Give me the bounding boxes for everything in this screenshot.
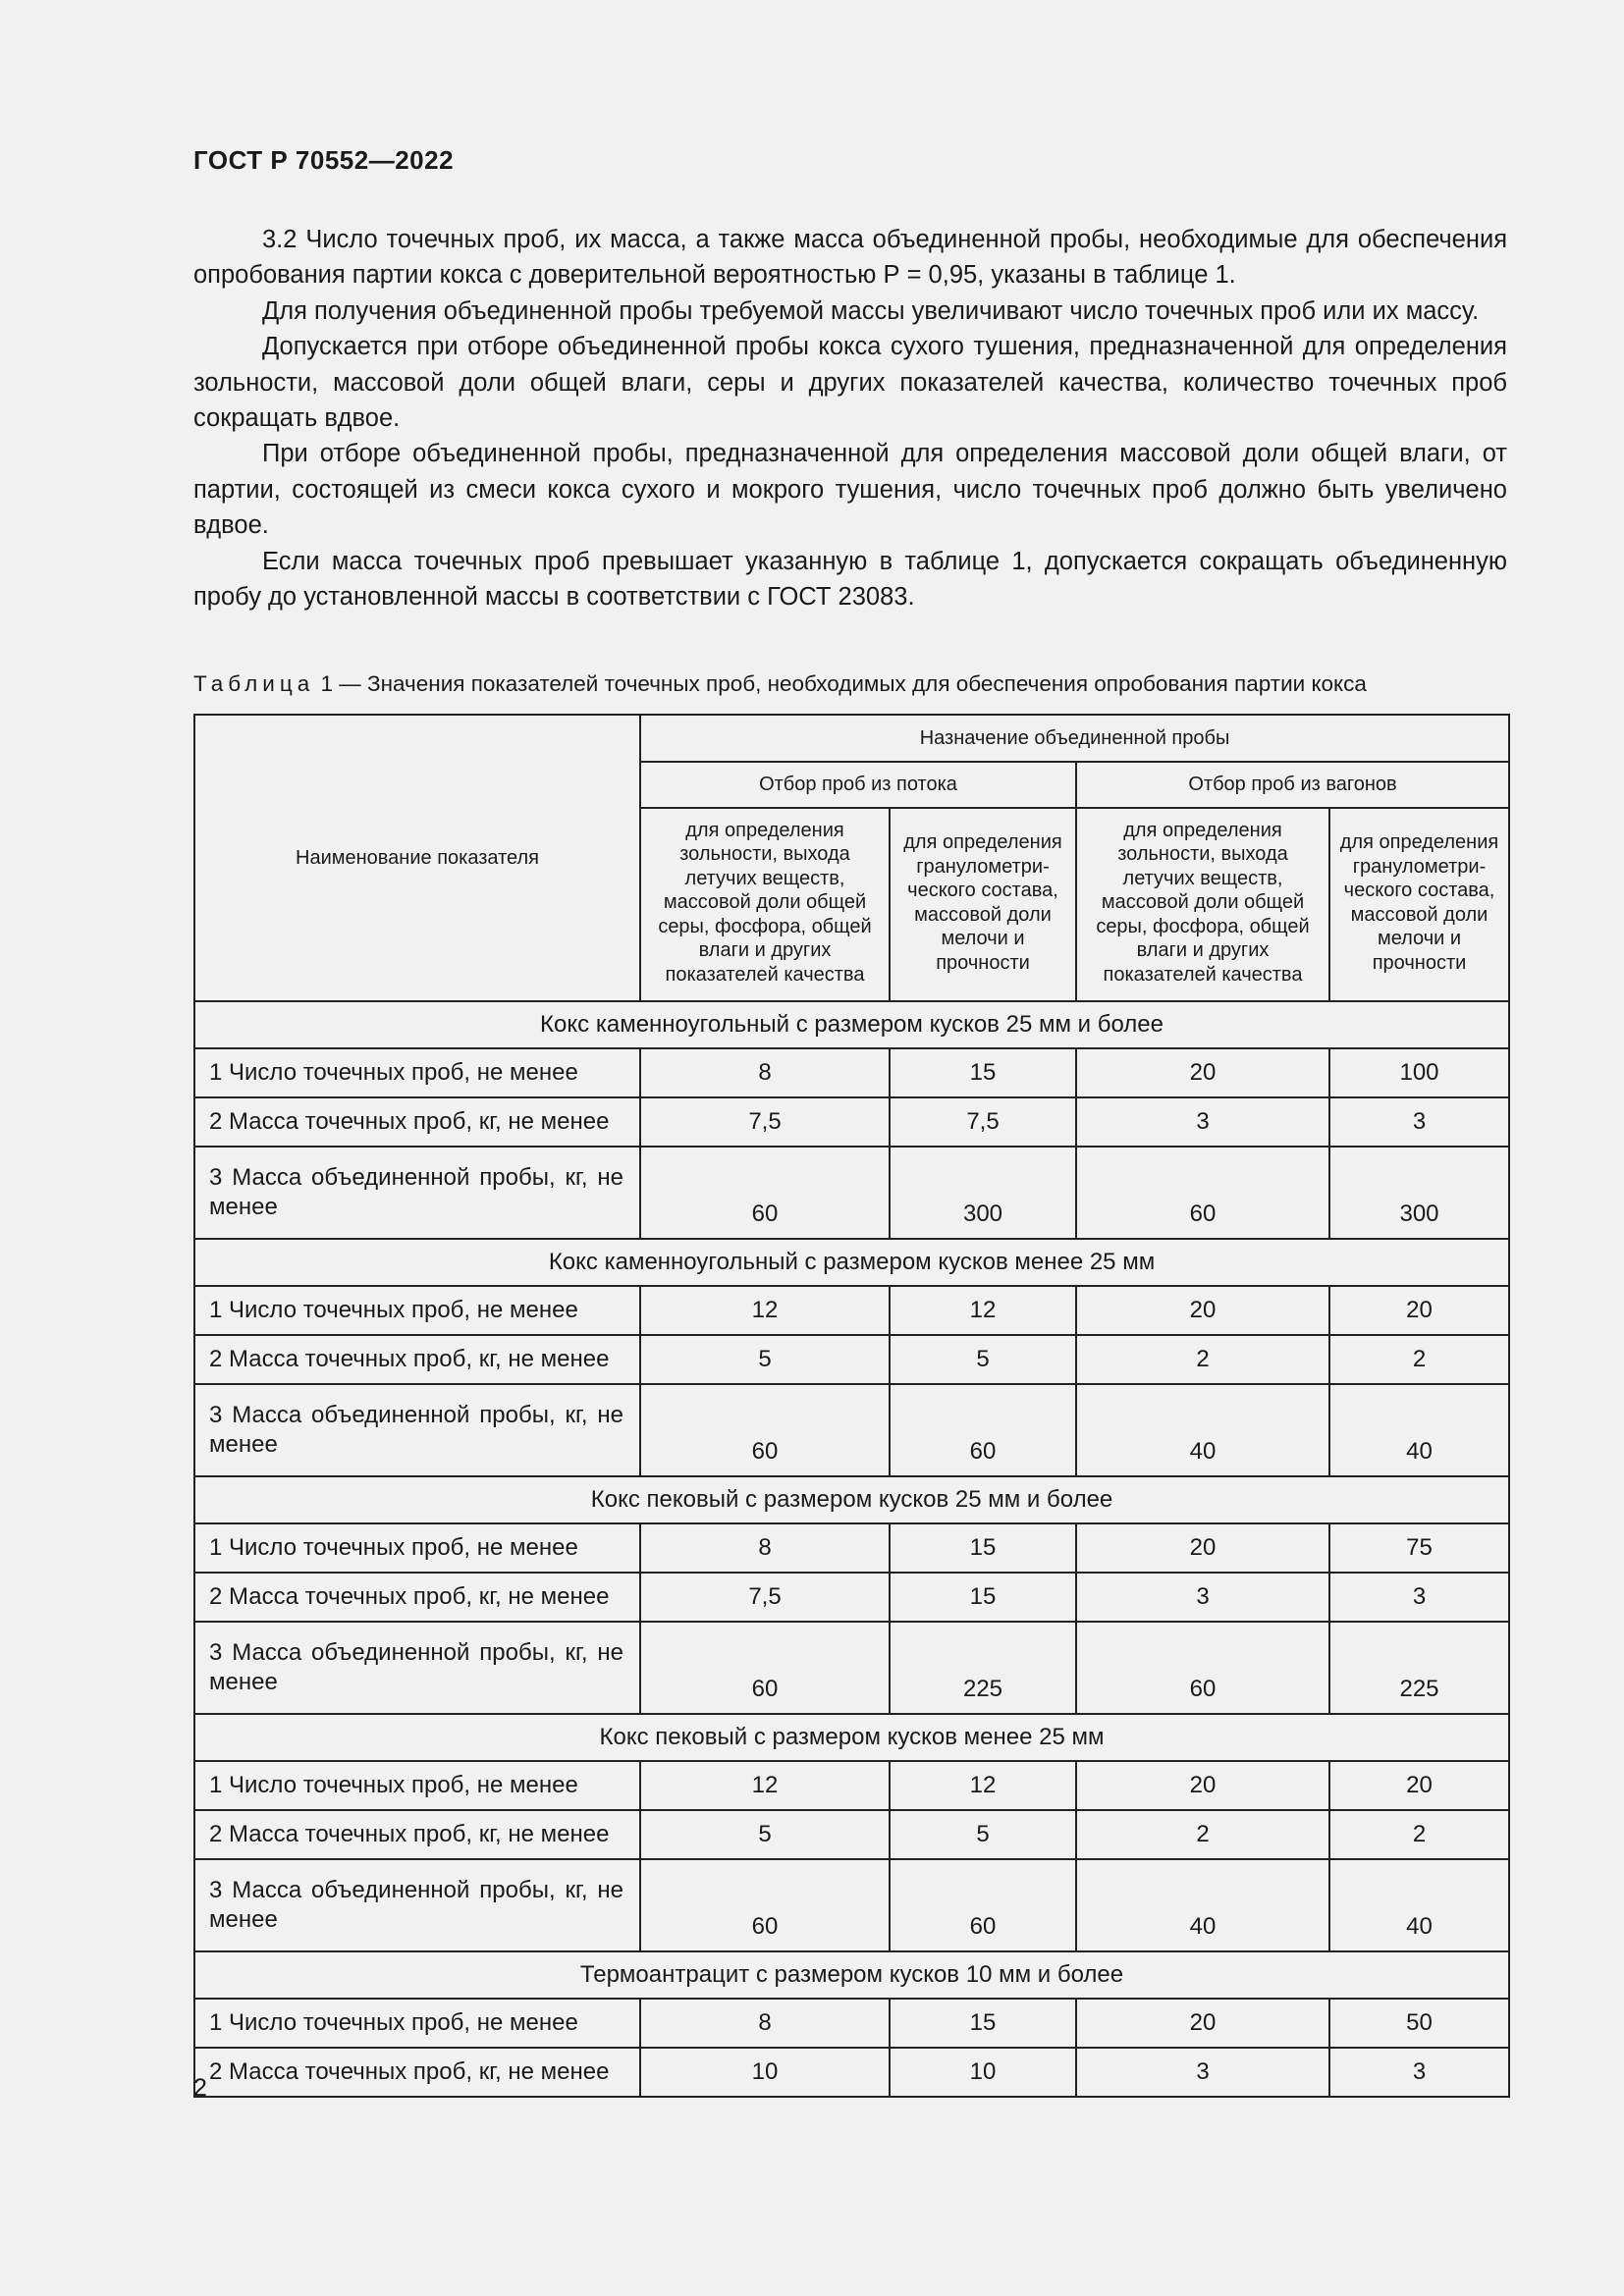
header-wagons: Отбор проб из вагонов xyxy=(1076,762,1509,808)
table-row xyxy=(194,1622,1509,1714)
table-row xyxy=(194,1097,1509,1147)
row-label: 2 Масса точечных проб, кг, не менее xyxy=(194,1573,640,1622)
row-label: 1 Число точечных проб, не менее xyxy=(194,1048,640,1097)
value-cell: 15 xyxy=(890,1573,1076,1622)
table-caption-word: Таблица xyxy=(193,671,315,696)
value-cell: 12 xyxy=(890,1286,1076,1335)
row-label: 1 Число точечных проб, не менее xyxy=(194,1286,640,1335)
table-row xyxy=(194,1048,1509,1097)
paragraph: Для получения объединенной пробы требуемой массы увеличивают число точечных проб или их массу. xyxy=(262,296,1480,325)
table-row xyxy=(194,1523,1509,1573)
body-text xyxy=(193,222,1507,614)
row-label: 3 Масса объединенной пробы, кг, не менее xyxy=(194,1622,640,1714)
row-label: 2 Масса точечных проб, кг, не менее xyxy=(194,2048,640,2097)
value-cell: 40 xyxy=(1076,1384,1329,1476)
value-cell: 75 xyxy=(1329,1523,1509,1573)
value-cell: 10 xyxy=(890,2048,1076,2097)
header-purpose: Назначение объединенной пробы xyxy=(640,715,1509,762)
paragraph: Если масса точечных проб превышает указанную в таблице 1, допускается сокращать объединенную пробу до установленной массы в соответствии с ГОСТ 23083. xyxy=(193,547,1507,612)
value-cell: 8 xyxy=(640,1523,890,1573)
row-label: 2 Масса точечных проб, кг, не менее xyxy=(194,1335,640,1384)
value-cell: 2 xyxy=(1076,1810,1329,1859)
header-stream-granulometry: для определения гранулометри-ческого состава, массовой доли мелочи и прочности xyxy=(890,808,1076,1001)
section-title: Кокс пековый с размером кусков 25 мм и более xyxy=(194,1476,1509,1523)
value-cell: 5 xyxy=(890,1810,1076,1859)
value-cell: 60 xyxy=(640,1384,890,1476)
row-label: 2 Масса точечных проб, кг, не менее xyxy=(194,1810,640,1859)
table-row xyxy=(194,1999,1509,2048)
value-cell: 40 xyxy=(1076,1859,1329,1951)
value-cell: 3 xyxy=(1329,1573,1509,1622)
value-cell: 2 xyxy=(1329,1335,1509,1384)
value-cell: 20 xyxy=(1076,1523,1329,1573)
row-label: 1 Число точечных проб, не менее xyxy=(194,1523,640,1573)
value-cell: 3 xyxy=(1076,1097,1329,1147)
value-cell: 300 xyxy=(1329,1147,1509,1239)
row-label: 3 Масса объединенной пробы, кг, не менее xyxy=(194,1147,640,1239)
value-cell: 2 xyxy=(1329,1810,1509,1859)
row-label: 3 Масса объединенной пробы, кг, не менее xyxy=(194,1384,640,1476)
paragraph: Допускается при отборе объединенной пробы кокса сухого тушения, предназначенной для определения зольности, массовой доли общей влаги, серы и других показателей качества, количество точечных проб сокращать вдвое. xyxy=(193,333,1507,433)
section-title: Кокс каменноугольный с размером кусков 25 мм и более xyxy=(194,1001,1509,1048)
value-cell: 3 xyxy=(1329,1097,1509,1147)
table-row xyxy=(194,1384,1509,1476)
value-cell: 60 xyxy=(1076,1147,1329,1239)
paragraph: При отборе объединенной пробы, предназначенной для определения массовой доли общей влаги, от партии, состоящей из смеси кокса сухого и мокрого тушения, число точечных проб должно быть увеличено вдвое. xyxy=(193,440,1507,540)
table-row xyxy=(194,1147,1509,1239)
value-cell: 7,5 xyxy=(640,1097,890,1147)
row-label: 1 Число точечных проб, не менее xyxy=(194,1761,640,1810)
section-title: Кокс пековый с размером кусков менее 25 мм xyxy=(194,1714,1509,1761)
value-cell: 60 xyxy=(640,1859,890,1951)
value-cell: 3 xyxy=(1329,2048,1509,2097)
value-cell: 8 xyxy=(640,1999,890,2048)
header-stream-ash: для определения зольности, выхода летучих веществ, массовой доли общей серы, фосфора, общей влаги и других показателей качества xyxy=(640,808,890,1001)
value-cell: 12 xyxy=(890,1761,1076,1810)
value-cell: 300 xyxy=(890,1147,1076,1239)
table-row xyxy=(194,1286,1509,1335)
value-cell: 8 xyxy=(640,1048,890,1097)
value-cell: 10 xyxy=(640,2048,890,2097)
sampling-table xyxy=(193,714,1510,2098)
value-cell: 100 xyxy=(1329,1048,1509,1097)
table-row xyxy=(194,1573,1509,1622)
table-row xyxy=(194,2048,1509,2097)
value-cell: 50 xyxy=(1329,1999,1509,2048)
value-cell: 5 xyxy=(640,1335,890,1384)
value-cell: 40 xyxy=(1329,1859,1509,1951)
value-cell: 60 xyxy=(890,1859,1076,1951)
row-label: 1 Число точечных проб, не менее xyxy=(194,1999,640,2048)
header-wagons-granulometry: для определения гранулометри-ческого состава, массовой доли мелочи и прочности xyxy=(1329,808,1509,1001)
value-cell: 5 xyxy=(890,1335,1076,1384)
table-caption-text: 1 — Значения показателей точечных проб, необходимых для обеспечения опробования партии кокса xyxy=(320,671,1367,696)
section-title: Кокс каменноугольный с размером кусков менее 25 мм xyxy=(194,1239,1509,1286)
table-row xyxy=(194,1335,1509,1384)
row-label: 2 Масса точечных проб, кг, не менее xyxy=(194,1097,640,1147)
value-cell: 225 xyxy=(890,1622,1076,1714)
value-cell: 60 xyxy=(1076,1622,1329,1714)
table-body xyxy=(194,1001,1509,2097)
document-header: ГОСТ Р 70552—2022 xyxy=(193,145,455,175)
value-cell: 20 xyxy=(1076,1999,1329,2048)
value-cell: 15 xyxy=(890,1523,1076,1573)
value-cell: 20 xyxy=(1329,1286,1509,1335)
value-cell: 3 xyxy=(1076,1573,1329,1622)
value-cell: 2 xyxy=(1076,1335,1329,1384)
value-cell: 60 xyxy=(890,1384,1076,1476)
value-cell: 3 xyxy=(1076,2048,1329,2097)
row-label: 3 Масса объединенной пробы, кг, не менее xyxy=(194,1859,640,1951)
value-cell: 20 xyxy=(1076,1761,1329,1810)
value-cell: 20 xyxy=(1076,1286,1329,1335)
value-cell: 40 xyxy=(1329,1384,1509,1476)
table-caption xyxy=(193,671,1509,697)
value-cell: 20 xyxy=(1076,1048,1329,1097)
value-cell: 15 xyxy=(890,1048,1076,1097)
value-cell: 20 xyxy=(1329,1761,1509,1810)
table-row xyxy=(194,1761,1509,1810)
page-number: 2 xyxy=(193,2074,207,2102)
section-title: Термоантрацит с размером кусков 10 мм и более xyxy=(194,1951,1509,1999)
header-stream: Отбор проб из потока xyxy=(640,762,1076,808)
paragraph: 3.2 Число точечных проб, их масса, а также масса объединенной пробы, необходимые для обеспечения опробования партии кокса с доверительной вероятностью Р = 0,95, указаны в таблице 1. xyxy=(193,226,1507,290)
value-cell: 7,5 xyxy=(640,1573,890,1622)
header-wagons-ash: для определения зольности, выхода летучих веществ, массовой доли общей серы, фосфора, общей влаги и других показателей качества xyxy=(1076,808,1329,1001)
value-cell: 5 xyxy=(640,1810,890,1859)
value-cell: 60 xyxy=(640,1622,890,1714)
value-cell: 15 xyxy=(890,1999,1076,2048)
value-cell: 12 xyxy=(640,1761,890,1810)
value-cell: 12 xyxy=(640,1286,890,1335)
header-indicator-name: Наименование показателя xyxy=(194,715,640,1001)
table-row xyxy=(194,1859,1509,1951)
value-cell: 7,5 xyxy=(890,1097,1076,1147)
value-cell: 60 xyxy=(640,1147,890,1239)
value-cell: 225 xyxy=(1329,1622,1509,1714)
table-row xyxy=(194,1810,1509,1859)
